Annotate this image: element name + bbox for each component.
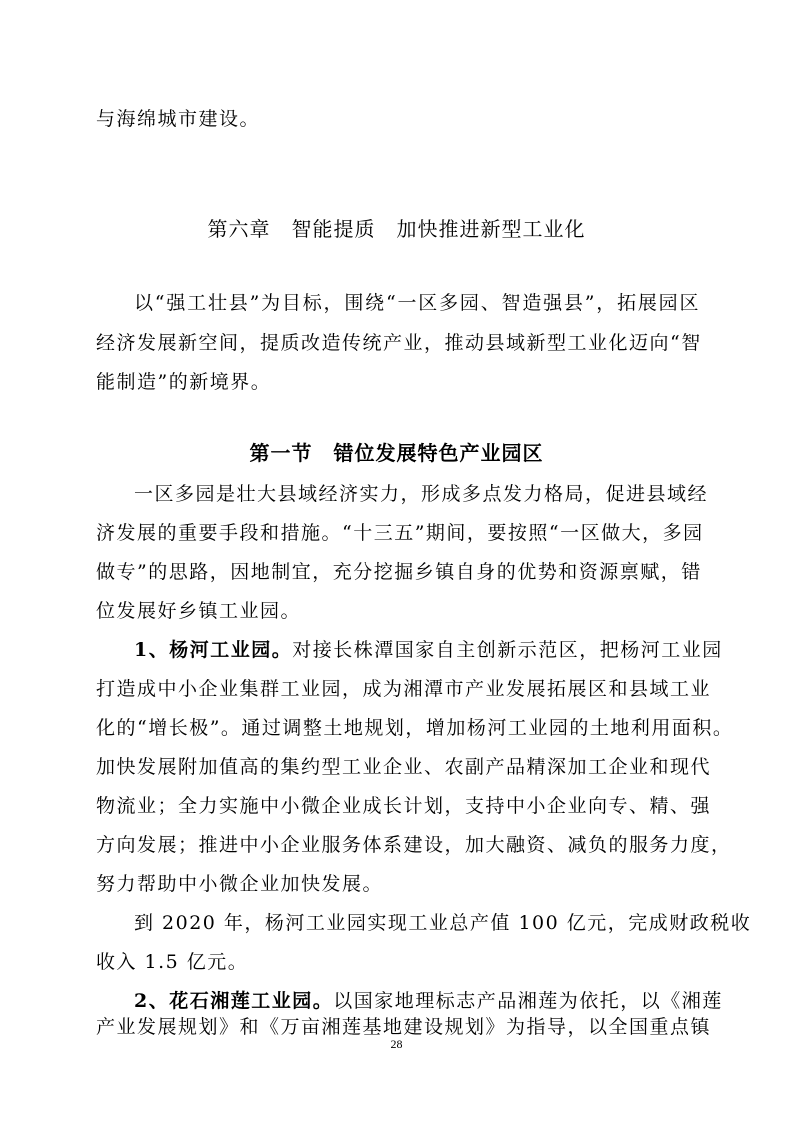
item1-line-5: 物流业；全力实施中小微企业成长计划，支持中小企业向专、精、强 — [96, 795, 712, 817]
item2-line-2: 产业发展规划》和《万亩湘莲基地建设规划》为指导，以全国重点镇 — [96, 1016, 712, 1038]
item2-label: 2、花石湘莲工业园。 — [134, 990, 334, 1012]
chapter-title: 第六章 智能提质 加快推进新型工业化 — [207, 217, 586, 241]
item1-line-6: 方向发展；推进中小企业服务体系建设，加大融资、减负的服务力度， — [96, 834, 732, 856]
item1-line-4: 加快发展附加值高的集约型工业企业、农副产品精深加工企业和现代 — [96, 756, 712, 778]
page-number: 28 — [390, 1037, 403, 1051]
item1-first-line — [134, 638, 723, 662]
item2-first-line-text: 以国家地理标志产品湘莲为依托，以《湘莲 — [333, 990, 723, 1012]
intro-line-2: 经济发展新空间，提质改造传统产业，推动县域新型工业化迈向“智 — [96, 332, 702, 354]
target-line-2: 收入 1.5 亿元。 — [96, 951, 249, 973]
item1-first-line-text: 对接长株潭国家自主创新示范区，把杨河工业园 — [292, 639, 723, 661]
section-para-line-1: 一区多园是壮大县域经济实力，形成多点发力格局，促进县域经 — [134, 483, 709, 505]
section-para-line-3: 做专”的思路，因地制宜，充分挖掘乡镇自身的优势和资源禀赋，错 — [96, 561, 702, 583]
section-title: 第一节 错位发展特色产业园区 — [249, 441, 544, 465]
item1-line-2: 打造成中小企业集群工业园，成为湘潭市产业发展拓展区和县域工业 — [96, 678, 712, 700]
item1-line-7: 努力帮助中小微企业加快发展。 — [96, 873, 384, 895]
continuation-line: 与海绵城市建设。 — [96, 108, 261, 130]
intro-line-1: 以“强工壮县”为目标，围绕“一区多园、智造强县”，拓展园区 — [134, 292, 700, 314]
item2-first-line — [134, 989, 723, 1013]
target-line-1: 到 2020 年，杨河工业园实现工业总产值 100 亿元，完成财政税收 — [134, 912, 752, 934]
section-para-line-2: 济发展的重要手段和措施。“十三五”期间，要按照“一区做大，多园 — [96, 522, 704, 544]
item1-label: 1、杨河工业园。 — [134, 639, 293, 661]
intro-line-3: 能制造”的新境界。 — [96, 371, 272, 393]
item1-line-3: 化的“增长极”。通过调整土地规划，增加杨河工业园的土地利用面积。 — [96, 717, 734, 739]
section-para-line-4: 位发展好乡镇工业园。 — [96, 600, 302, 622]
